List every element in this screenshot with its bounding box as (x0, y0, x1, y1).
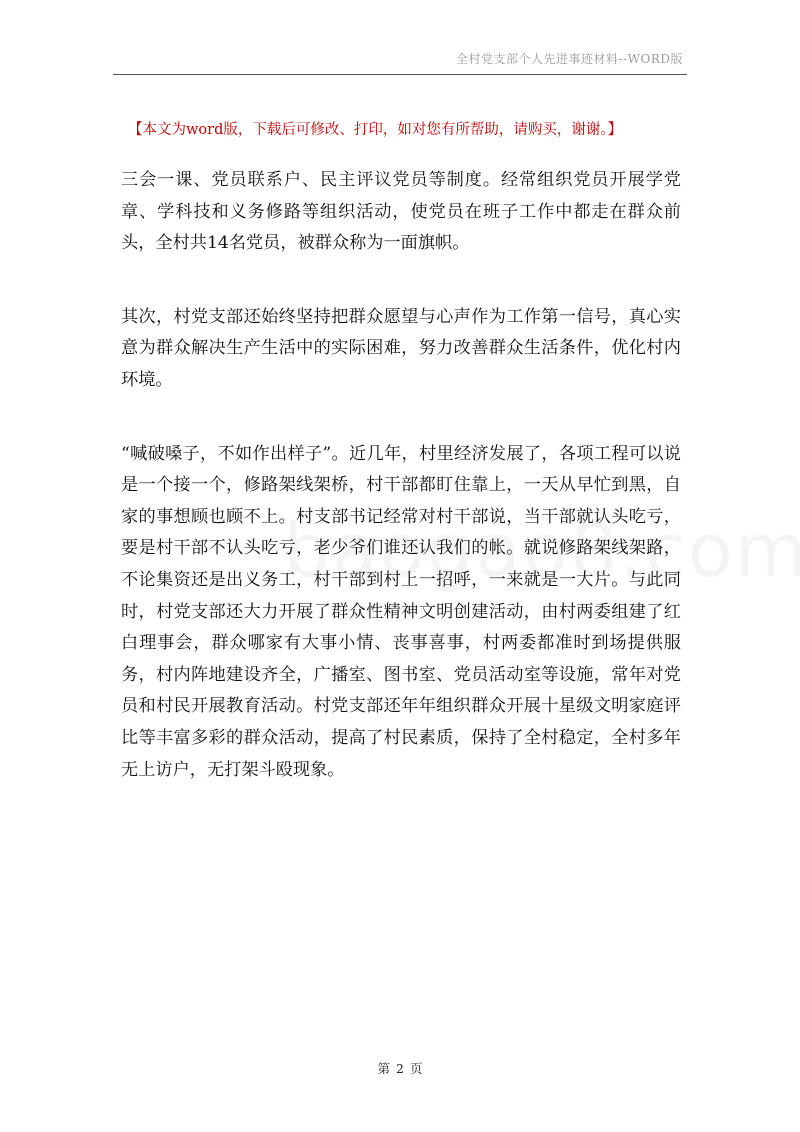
document-body (121, 165, 681, 786)
paragraph-2: 其次，村党支部还始终坚持把群众愿望与心声作为工作第一信号，真心实意为群众解决生产生活中的实际困难，努力改善群众生活条件，优化村内环境。 (121, 306, 681, 390)
paragraph-1: 三会一课、党员联系户、民主评议党员等制度。经常组织党员开展学党章、学科技和义务修路等组织活动，使党员在班子工作中都走在群众前头，全村共14名党员，被群众称为一面旗帜。 (121, 170, 681, 254)
page-label-prefix: 第 (377, 1061, 391, 1076)
page-label-suffix: 页 (409, 1061, 423, 1076)
page-footer (0, 1059, 800, 1077)
page-header-title: 全村党支部个人先进事迹材料--WORD版 (456, 52, 683, 66)
page-number: 2 (396, 1061, 404, 1076)
download-notice: 【本文为word版，下载后可修改、打印，如对您有所帮助，请购买，谢谢。】 (128, 122, 623, 138)
header-divider (113, 74, 687, 75)
paragraph-3: “喊破嗓子，不如作出样子”。近几年，村里经济发展了，各项工程可以说是一个接一个，修路架线架桥，村干部都盯住靠上，一天从早忙到黑，自家的事想顾也顾不上。村支部书记经常对村干部说，当干部就认头吃亏，要是村干部不认头吃亏，老少爷们谁还认我们的帐。就说修路架线架路，不论集资还是出义务工，村干部到村上一招呼，一来就是一大片。与此同时，村党支部还大力开展了群众性精神文明创建活动，由村两委组建了红白理事会，群众哪家有大事小情、丧事喜事，村两委都准时到场提供服务，村内阵地建设齐全，广播室、图书室、党员活动室等设施，常年对党员和村民开展教育活动。村党支部还年年组织群众开展十星级文明家庭评比等丰富多彩的群众活动，提高了村民素质，保持了全村稳定，全村多年无上访户，无打架斗殴现象。 (121, 443, 681, 780)
